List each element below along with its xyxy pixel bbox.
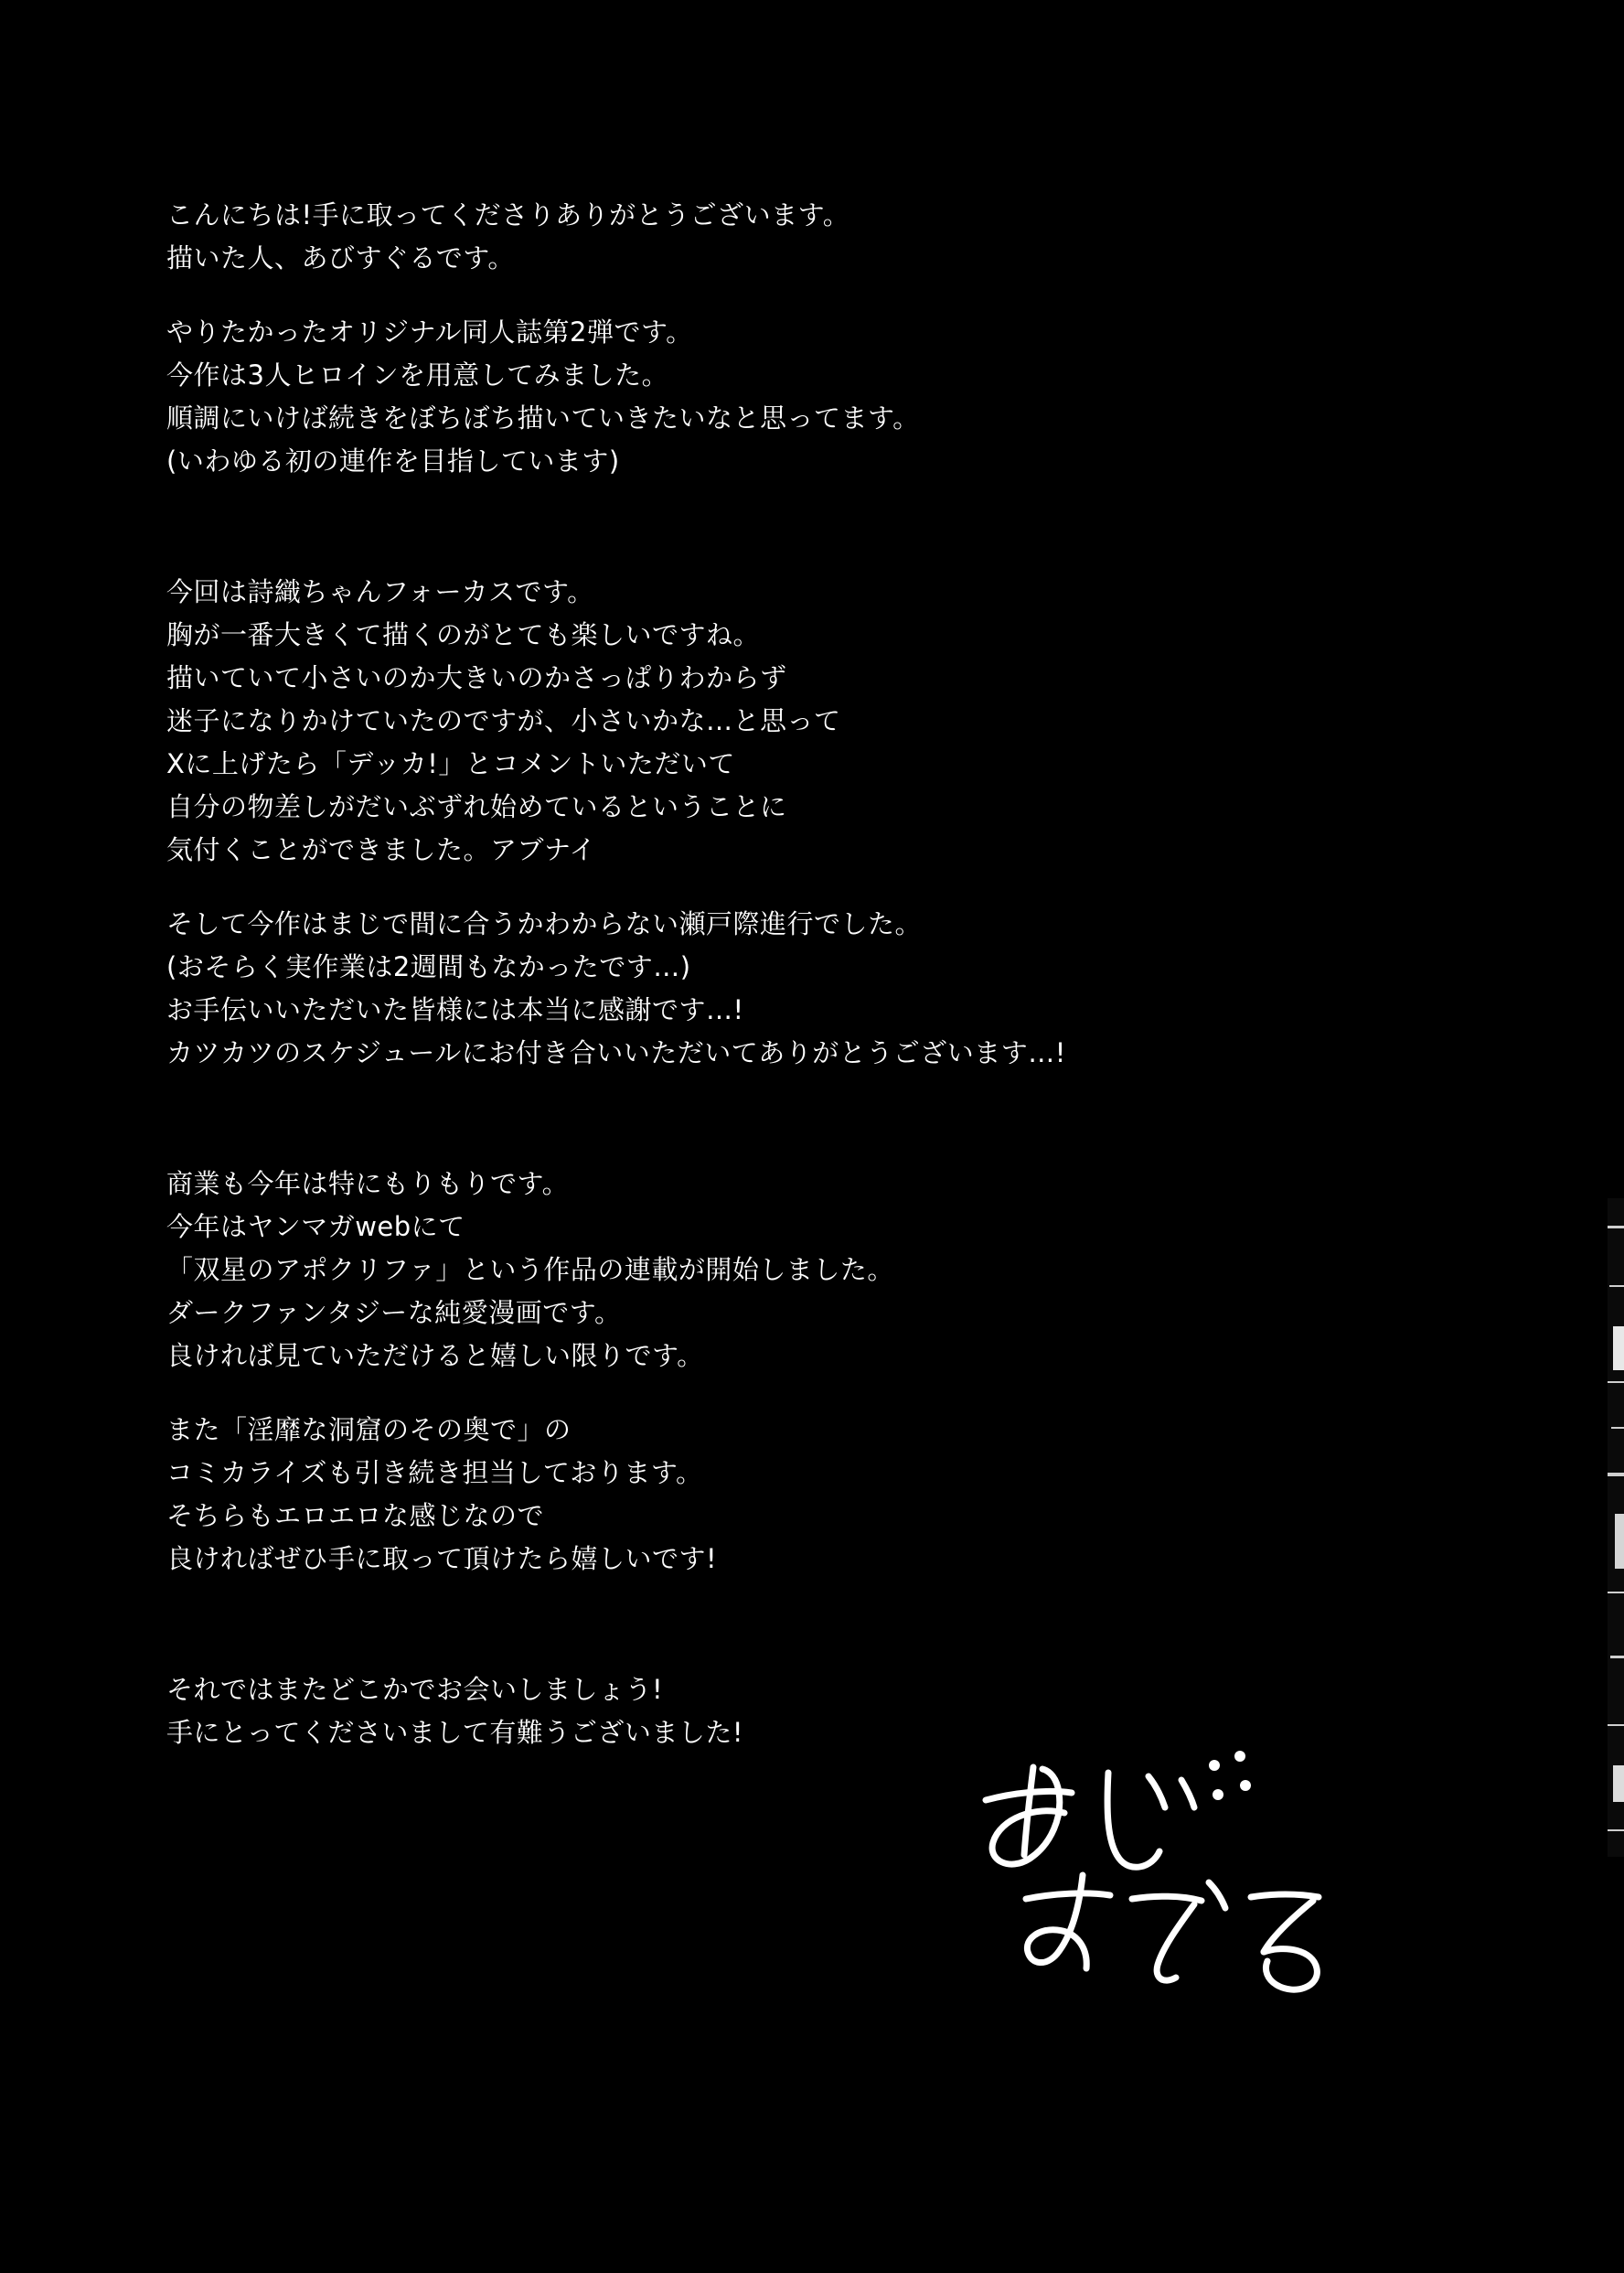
text-line: 自分の物差しがだいぶずれ始めているということに [166,791,787,822]
text-line: 手にとってくださいまして有難うございました! [166,1717,744,1748]
paragraph-greeting [166,194,1447,280]
text-line: それではまたどこかでお会いしましょう! [166,1674,664,1705]
text-line: 商業も今年は特にもりもりです。 [166,1168,570,1199]
afterword-text [166,194,1447,1754]
text-line: 気付くことができました。アブナイ [166,834,596,865]
signature-strokes [969,1729,1353,2003]
text-line: 良ければぜひ手に取って頂けたら嬉しいです! [166,1543,718,1574]
text-line: 迷子になりかけていたのですが、小さいかな…と思って [166,705,841,736]
artist-signature [969,1729,1353,2003]
text-line: 今作は3人ヒロインを用意してみました。 [166,359,669,391]
paragraph-shiori-focus [166,571,1447,872]
text-line: コミカライズも引き続き担当しております。 [166,1457,703,1488]
text-line: ダークファンタジーな純愛漫画です。 [166,1297,622,1328]
text-line: 今年はヤンマガwebにて [166,1211,465,1242]
text-line: Xに上げたら「デッカ!」とコメントいただいて [166,748,735,779]
text-line: 今回は詩織ちゃんフォーカスです。 [166,576,594,607]
text-line: 描いた人、あびすぐるです。 [166,242,515,273]
text-line: 「双星のアポクリファ」という作品の連載が開始しました。 [166,1254,894,1285]
text-line: そして今作はまじで間に合うかわからない瀬戸際進行でした。 [166,908,923,939]
text-line: 描いていて小さいのか大きいのかさっぱりわからず [166,662,787,693]
text-line: (おそらく実作業は2週間もなかったです…) [166,951,691,982]
text-line: こんにちは!手に取ってくださりありがとうございます。 [166,199,850,231]
text-line: カツカツのスケジュールにお付き合いいただいてありがとうございます…! [166,1037,1066,1068]
paragraph-commercial-work [166,1163,1447,1378]
text-line: 胸が一番大きくて描くのがとても楽しいですね。 [166,619,761,650]
text-line: 良ければ見ていただけると嬉しい限りです。 [166,1340,704,1371]
facing-page-edge-strip [1608,0,1624,2273]
text-line: また「淫靡な洞窟のその奥で」の [166,1414,572,1445]
paragraph-comicalize [166,1409,1447,1581]
text-line: お手伝いいただいた皆様には本当に感謝です…! [166,994,744,1025]
text-line: やりたかったオリジナル同人誌第2弾です。 [166,316,693,348]
paragraph-schedule [166,903,1447,1075]
text-line: (いわゆる初の連作を目指しています) [166,445,620,477]
text-line: そちらもエロエロな感じなので [166,1500,545,1531]
paragraph-about-book [166,311,1447,483]
text-line: 順調にいけば続きをぼちぼち描いていきたいなと思ってます。 [166,402,920,434]
facing-page-artwork-sliver [1608,1198,1624,1857]
